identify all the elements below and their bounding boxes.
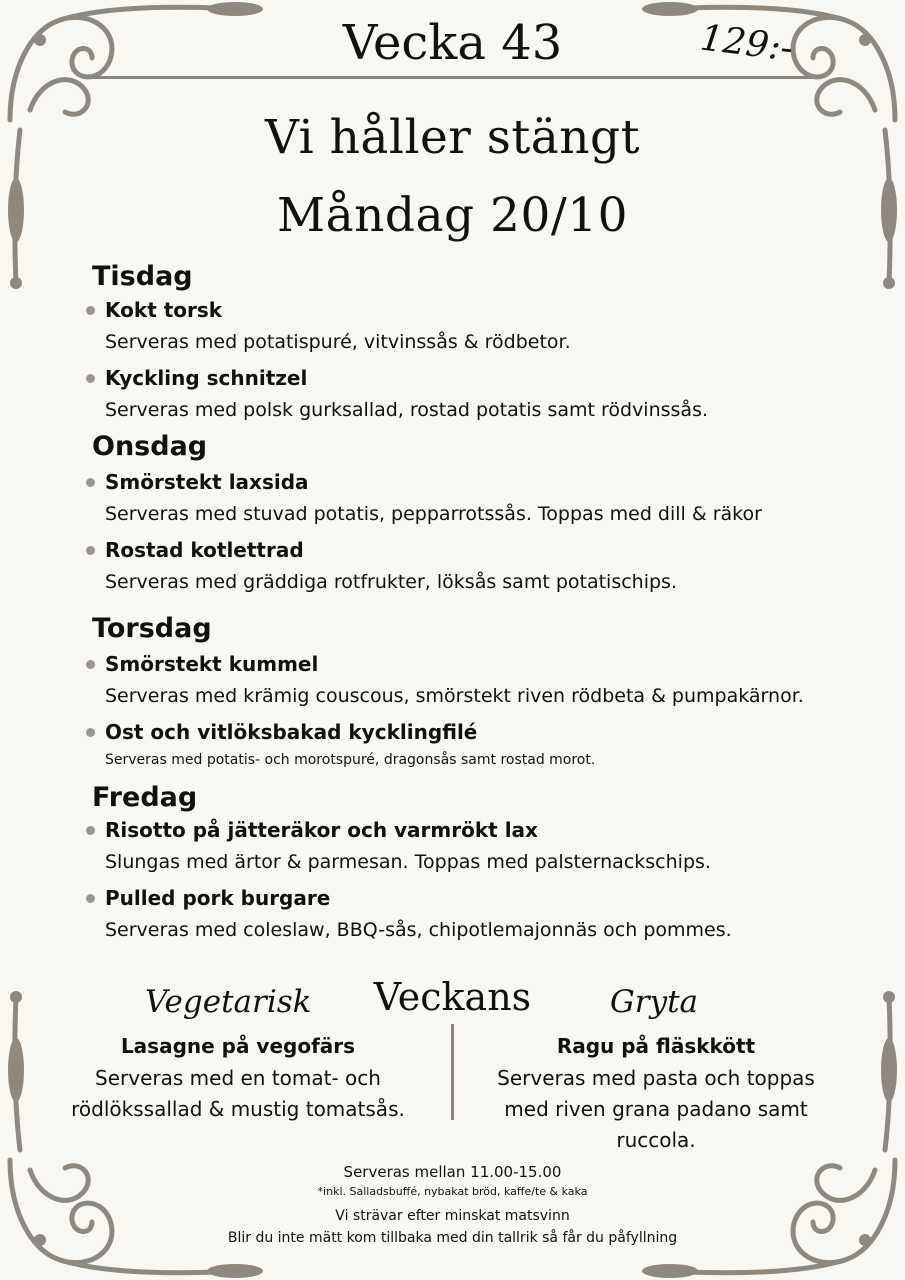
serving-hours: Serveras mellan 11.00-15.00 xyxy=(343,1163,562,1181)
bullet-icon xyxy=(86,306,95,315)
dish-name: Rostad kotlettrad xyxy=(105,538,304,562)
bullet-icon xyxy=(86,478,95,487)
weekly-heading: Veckans xyxy=(373,975,532,1019)
dish-name: Smörstekt kummel xyxy=(105,652,319,676)
dish-description: Slungas med ärtor & parmesan. Toppas med palsternackschips. xyxy=(105,851,711,873)
food-waste-note: Vi strävar efter minskat matsvinn xyxy=(335,1208,570,1224)
day-heading-torsdag: Torsdag xyxy=(92,613,212,644)
stew-dish-description: Serveras med pasta och toppas xyxy=(497,1066,815,1090)
bullet-icon xyxy=(86,546,95,555)
stew-heading: Gryta xyxy=(610,984,699,1020)
bullet-icon xyxy=(86,728,95,737)
day-heading-fredag: Fredag xyxy=(92,782,198,813)
bullet-icon xyxy=(86,374,95,383)
dish-description: Serveras med stuvad potatis, pepparrotssås. Toppas med dill & räkor xyxy=(105,503,762,525)
stew-dish-description: med riven grana padano samt xyxy=(504,1097,808,1121)
vegetarian-dish-description: rödlökssallad & mustig tomatsås. xyxy=(71,1097,405,1121)
dish-description: Serveras med potatis- och morotspuré, dragonsås samt rostad morot. xyxy=(105,752,596,768)
stew-dish-description: ruccola. xyxy=(616,1128,696,1152)
dish-description: Serveras med coleslaw, BBQ-sås, chipotlemajonnäs och pommes. xyxy=(105,919,732,941)
vegetarian-heading: Vegetarisk xyxy=(145,984,312,1020)
dish-description: Serveras med gräddiga rotfrukter, löksås samt potatischips. xyxy=(105,571,677,593)
dish-name: Kyckling schnitzel xyxy=(105,366,308,390)
dish-description: Serveras med krämig couscous, smörstekt riven rödbeta & pumpakärnor. xyxy=(105,685,804,707)
dish-name: Smörstekt laxsida xyxy=(105,470,309,494)
day-heading-tisdag: Tisdag xyxy=(92,261,193,292)
dish-name: Kokt torsk xyxy=(105,298,223,322)
bullet-icon xyxy=(86,894,95,903)
vegetarian-dish-name: Lasagne på vegofärs xyxy=(120,1034,356,1058)
dish-description: Serveras med potatispuré, vitvinssås & rödbetor. xyxy=(105,331,571,353)
dish-description: Serveras med polsk gurksallad, rostad potatis samt rödvinssås. xyxy=(105,399,709,421)
bullet-icon xyxy=(86,660,95,669)
refill-note: Blir du inte mätt kom tillbaka med din tallrik så får du påfyllning xyxy=(227,1230,678,1246)
week-title: Vecka 43 xyxy=(342,15,563,71)
header-divider xyxy=(92,76,812,79)
day-heading-onsdag: Onsdag xyxy=(92,431,208,462)
price-label: 129:- xyxy=(697,17,796,70)
dish-name: Pulled pork burgare xyxy=(105,886,331,910)
dish-name: Risotto på jätteräkor och varmrökt lax xyxy=(105,818,538,842)
closure-date: Måndag 20/10 xyxy=(277,188,628,243)
vegetarian-dish-description: Serveras med en tomat- och xyxy=(95,1066,381,1090)
stew-dish-name: Ragu på fläskkött xyxy=(556,1034,756,1058)
included-note: *inkl. Salladsbuffé, nybakat bröd, kaffe/te & kaka xyxy=(317,1185,588,1198)
column-divider xyxy=(451,1024,454,1120)
dish-name: Ost och vitlöksbakad kycklingfilé xyxy=(105,720,478,744)
closure-notice: Vi håller stängt xyxy=(265,110,640,165)
bullet-icon xyxy=(86,826,95,835)
